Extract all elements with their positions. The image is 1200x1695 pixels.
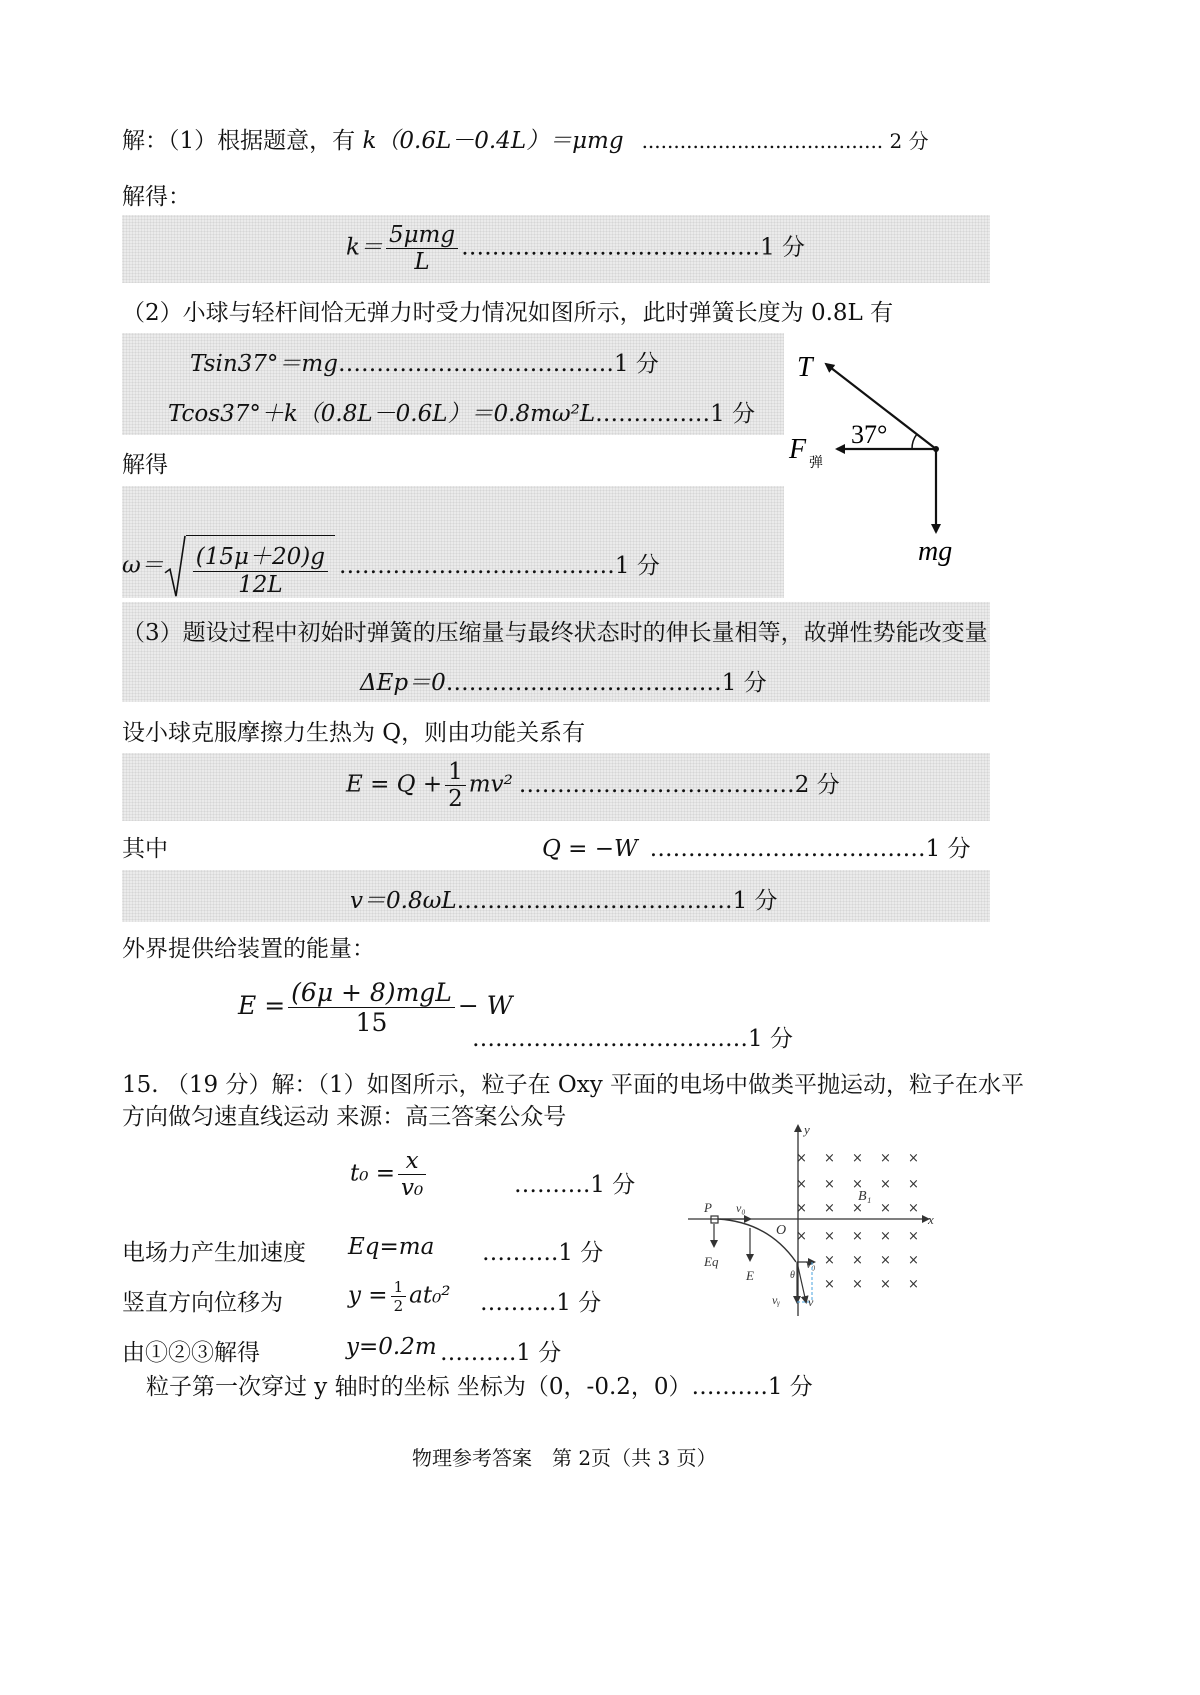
q15-intro-2: 方向做匀速直线运动 来源：高三答案公众号 [122,1104,567,1130]
part3-text: （3）题设过程中初始时弹簧的压缩量与最终状态时的伸长量相等，故弹性势能改变量 [122,620,988,646]
cross: × [796,1177,807,1192]
E-eq [346,759,840,812]
v-eq-score: ………………………………1 分 [456,888,778,914]
disp-eq-half [391,1278,407,1315]
disp-score: ……….1 分 [480,1290,602,1316]
E-eq-a: E = Q + [346,771,443,798]
k-score: …………………………………1 分 [461,234,806,261]
t0-num: x [405,1148,419,1174]
energy-text: 外界提供给装置的能量： [122,936,375,962]
v-eq-formula: v＝0.8ωL [350,888,457,914]
eq-tcos [168,395,755,428]
cross: × [852,1229,863,1244]
label-v0b: v₀ [806,1257,816,1271]
qizhong: 其中 [122,836,168,862]
label-v0: v₀ [736,1201,746,1215]
E-final-fraction [288,978,455,1037]
q14-line1-prefix: 解：（1）根据题意，有 [122,128,363,154]
angle-arc [912,434,917,449]
label-P: P [704,1200,712,1215]
E-final-rhs: − W [457,991,513,1020]
E-final-num: (6μ + 8)mgL [291,978,452,1007]
label-O: O [776,1223,787,1238]
ball-point [933,446,939,452]
label-E: E [746,1268,754,1283]
E-final-lhs: E = [238,991,286,1020]
disp-label: 竖直方向位移为 [122,1290,283,1316]
E-final-den: 15 [288,1007,455,1037]
t0-eq [350,1148,429,1201]
eq-tcos-score: ……………1 分 [595,401,756,427]
acc-eq: Eq=ma [348,1234,435,1260]
label-v: v [808,1295,814,1309]
cross: × [852,1177,863,1192]
omega-result [122,535,660,598]
Q-eq [542,830,971,863]
disp-eq-a: y = [348,1282,388,1309]
label-vy: vᵧ [772,1293,781,1307]
cross: × [908,1177,919,1192]
dEp-eq [360,664,767,697]
cross: × [908,1253,919,1268]
q14-line1-formula: k（0.6L－0.4L）＝μmg [362,128,624,154]
cross: × [852,1151,863,1166]
cross: × [852,1201,863,1216]
cross: × [824,1177,835,1192]
cross: × [824,1201,835,1216]
label-y: y [804,1122,810,1137]
cross: × [852,1253,863,1268]
E-eq-half-den: 2 [445,785,466,812]
cross: × [908,1151,919,1166]
label-x: x [928,1212,934,1227]
label-theta: θ [790,1270,795,1281]
t0-den: v₀ [398,1174,426,1201]
cross: × [880,1177,891,1192]
label-B1: B₁ [858,1189,872,1204]
q14-line1 [122,122,929,155]
Q-eq-formula: Q = −W [542,836,638,862]
cross: × [824,1151,835,1166]
cross: × [880,1253,891,1268]
Q-eq-score: ………………………………1 分 [649,836,971,862]
label-mg: mg [918,536,953,567]
k-den: L [386,248,458,275]
t0-lhs: t₀ = [350,1160,396,1187]
label-Eq: Eq [704,1254,719,1269]
label-F: F [789,434,807,465]
E-eq-half [445,759,466,812]
force-diagram [785,340,980,580]
page-footer: 物理参考答案 第 2页（共 3 页） [412,1446,717,1470]
label-F-sub: 弹 [809,455,823,471]
cross: × [880,1229,891,1244]
disp-eq-num: 1 [393,1278,404,1296]
omega-lhs: ω＝ [122,552,164,579]
jiede-2: 解得 [122,452,168,478]
disp-eq [348,1278,451,1315]
cross: × [796,1151,807,1166]
cross: × [908,1277,919,1292]
k-num: 5μmg [388,222,456,248]
eq-tcos-formula: Tcos37°＋k（0.8L－0.6L）＝0.8mω²L [168,401,596,427]
omega-fraction [193,538,328,598]
dEp-score: ………………………………1 分 [445,670,767,696]
dEp-formula: ΔEp＝0 [360,670,446,696]
E-eq-score: ………………………………2 分 [518,771,840,798]
E-eq-half-num: 1 [448,759,463,785]
coord-text: 粒子第一次穿过 y 轴时的坐标 坐标为（0，-0.2，0）……….1 分 [146,1374,813,1400]
cross: × [824,1253,835,1268]
cross: × [852,1277,863,1292]
t0-fraction [398,1148,426,1201]
disp-eq-den: 2 [391,1296,407,1315]
E-final-score: ………………………………1 分 [472,1026,793,1052]
cross: × [908,1229,919,1244]
t0-score: ……….1 分 [514,1172,636,1198]
label-T: T [797,352,813,383]
omega-sqrt [164,535,335,598]
jiede-1: 解得： [122,184,191,210]
omega-score: ………………………………1 分 [338,552,660,579]
acc-score: ……….1 分 [482,1240,604,1266]
eq-tsin-formula: Tsin37°＝mg [190,351,338,377]
omega-num: (15μ＋20)g [195,544,325,570]
part2-text: （2）小球与轻杆间恰无弹力时受力情况如图所示，此时弹簧长度为 0.8L 有 [122,300,894,326]
k-fraction [386,222,458,275]
cross: × [880,1151,891,1166]
omega-den: 12L [193,571,328,598]
eq-tsin-score: ………………………………1 分 [337,351,659,377]
cross: × [824,1229,835,1244]
cross: × [908,1201,919,1216]
k-lhs: k＝ [346,234,383,261]
cross: × [880,1277,891,1292]
label-angle: 37° [851,420,888,449]
eq-tsin [190,345,659,378]
cross: × [796,1229,807,1244]
disp-eq-b: at₀² [409,1282,451,1309]
solve-score: ……….1 分 [440,1340,562,1366]
q15-intro-1: 15. （19 分）解：（1）如图所示，粒子在 Oxy 平面的电场中做类平抛运动，粒子在水平 [122,1072,1025,1098]
v-eq [350,882,778,915]
k-result [346,222,805,275]
solve-label: 由①②③解得 [122,1340,260,1366]
q14-line1-score: ...................................... 2 分 [641,129,929,153]
field-diagram [688,1120,948,1320]
cross: × [880,1201,891,1216]
solve-eq: y=0.2m [346,1334,437,1360]
cross: × [824,1277,835,1292]
acc-label: 电场力产生加速度 [122,1240,306,1266]
Q-text: 设小球克服摩擦力生热为 Q，则由功能关系有 [122,720,586,746]
sqrt-sign-icon [164,535,186,598]
E-eq-b: mv² [468,771,513,798]
cross: × [796,1201,807,1216]
